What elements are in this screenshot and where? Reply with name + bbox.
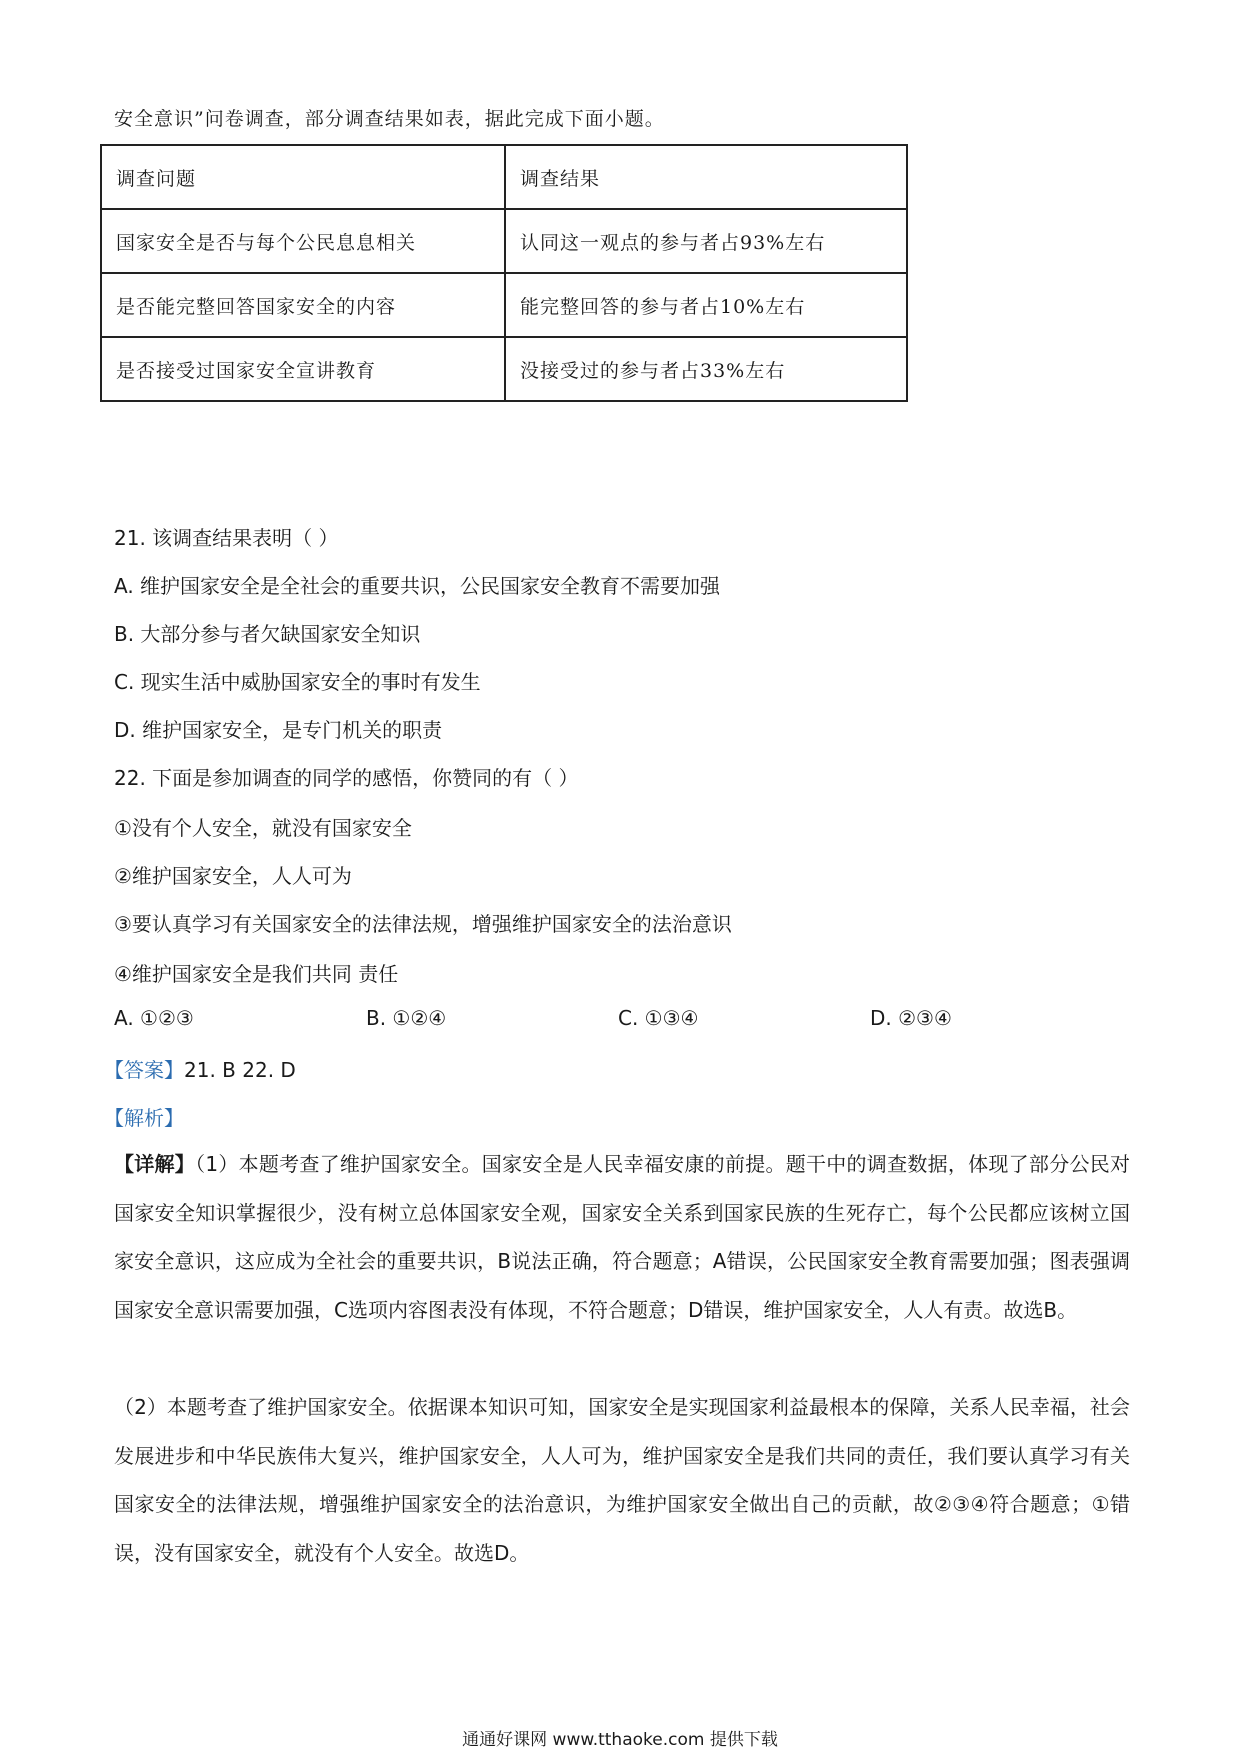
question-21-option-a: A. 维护国家安全是全社会的重要共识，公民国家安全教育不需要加强 xyxy=(114,574,721,598)
question-22-statement-3: ③要认真学习有关国家安全的法律法规，增强维护国家安全的法治意识 xyxy=(114,912,732,936)
table-cell: 是否能完整回答国家安全的内容 xyxy=(101,273,505,337)
table-cell: 国家安全是否与每个公民息息相关 xyxy=(101,209,505,273)
table-cell: 认同这一观点的参与者占93%左右 xyxy=(505,209,907,273)
intro-text: 安全意识”问卷调查，部分调查结果如表，据此完成下面小题。 xyxy=(114,108,665,130)
table-header-row xyxy=(101,145,907,209)
question-22-option-a: A. ①②③ xyxy=(114,1006,194,1030)
answer-line xyxy=(104,1054,296,1083)
answer-label: 【答案】 xyxy=(104,1058,184,1082)
analysis-p1-text: （1）本题考查了维护国家安全。国家安全是人民幸福安康的前提。题干中的调查数据，体现了部分公民对国家安全知识掌握很少，没有树立总体国家安全观，国家安全关系到国家民族的生死存亡，每个公民都应该树立国家安全意识，这应成为全社会的重要共识，B说法正确，符合题意；A错误，公民国家安全教育需要加强；图表强调国家安全意识需要加强，C选项内容图表没有体现，不符合题意；D错误，维护国家安全，人人有责。故选B。 xyxy=(114,1152,1130,1322)
table-row xyxy=(101,273,907,337)
analysis-paragraph-1 xyxy=(114,1140,1130,1334)
table-header-cell: 调查结果 xyxy=(505,145,907,209)
table-header-cell: 调查问题 xyxy=(101,145,505,209)
question-21-option-b: B. 大部分参与者欠缺国家安全知识 xyxy=(114,622,421,646)
question-22-options xyxy=(114,1006,1014,1036)
table-cell: 是否接受过国家安全宣讲教育 xyxy=(101,337,505,401)
question-22-option-c: C. ①③④ xyxy=(618,1006,699,1030)
question-22-statement-2: ②维护国家安全，人人可为 xyxy=(114,864,352,888)
answer-text: 21. B 22. D xyxy=(184,1058,296,1082)
survey-table xyxy=(100,144,908,402)
question-22-option-b: B. ①②④ xyxy=(366,1006,447,1030)
table-row xyxy=(101,209,907,273)
table-cell: 能完整回答的参与者占10%左右 xyxy=(505,273,907,337)
question-21-option-d: D. 维护国家安全，是专门机关的职责 xyxy=(114,718,443,742)
detail-label: 【详解】 xyxy=(114,1152,196,1176)
analysis-paragraph-2: （2）本题考查了维护国家安全。依据课本知识可知，国家安全是实现国家利益最根本的保障，关系人民幸福，社会发展进步和中华民族伟大复兴，维护国家安全，人人可为，维护国家安全是我们共同的责任，我们要认真学习有关国家安全的法律法规，增强维护国家安全的法治意识，为维护国家安全做出自己的贡献，故②③④符合题意；①错误，没有国家安全，就没有个人安全。故选D。 xyxy=(114,1395,1130,1565)
question-21-option-c: C. 现实生活中威胁国家安全的事时有发生 xyxy=(114,670,481,694)
question-21-stem: 21. 该调查结果表明（ ） xyxy=(114,526,339,550)
table-row xyxy=(101,337,907,401)
footer-watermark: 通通好课网 www.tthaoke.com 提供下载 xyxy=(462,1730,778,1750)
question-22-statement-1: ①没有个人安全，就没有国家安全 xyxy=(114,816,412,840)
question-22-option-d: D. ②③④ xyxy=(870,1006,952,1030)
question-22-statement-4: ④维护国家安全是我们共同 责任 xyxy=(114,962,399,986)
question-22-stem: 22. 下面是参加调查的同学的感悟，你赞同的有（ ） xyxy=(114,766,579,790)
table-cell: 没接受过的参与者占33%左右 xyxy=(505,337,907,401)
analysis-label: 【解析】 xyxy=(104,1106,184,1130)
